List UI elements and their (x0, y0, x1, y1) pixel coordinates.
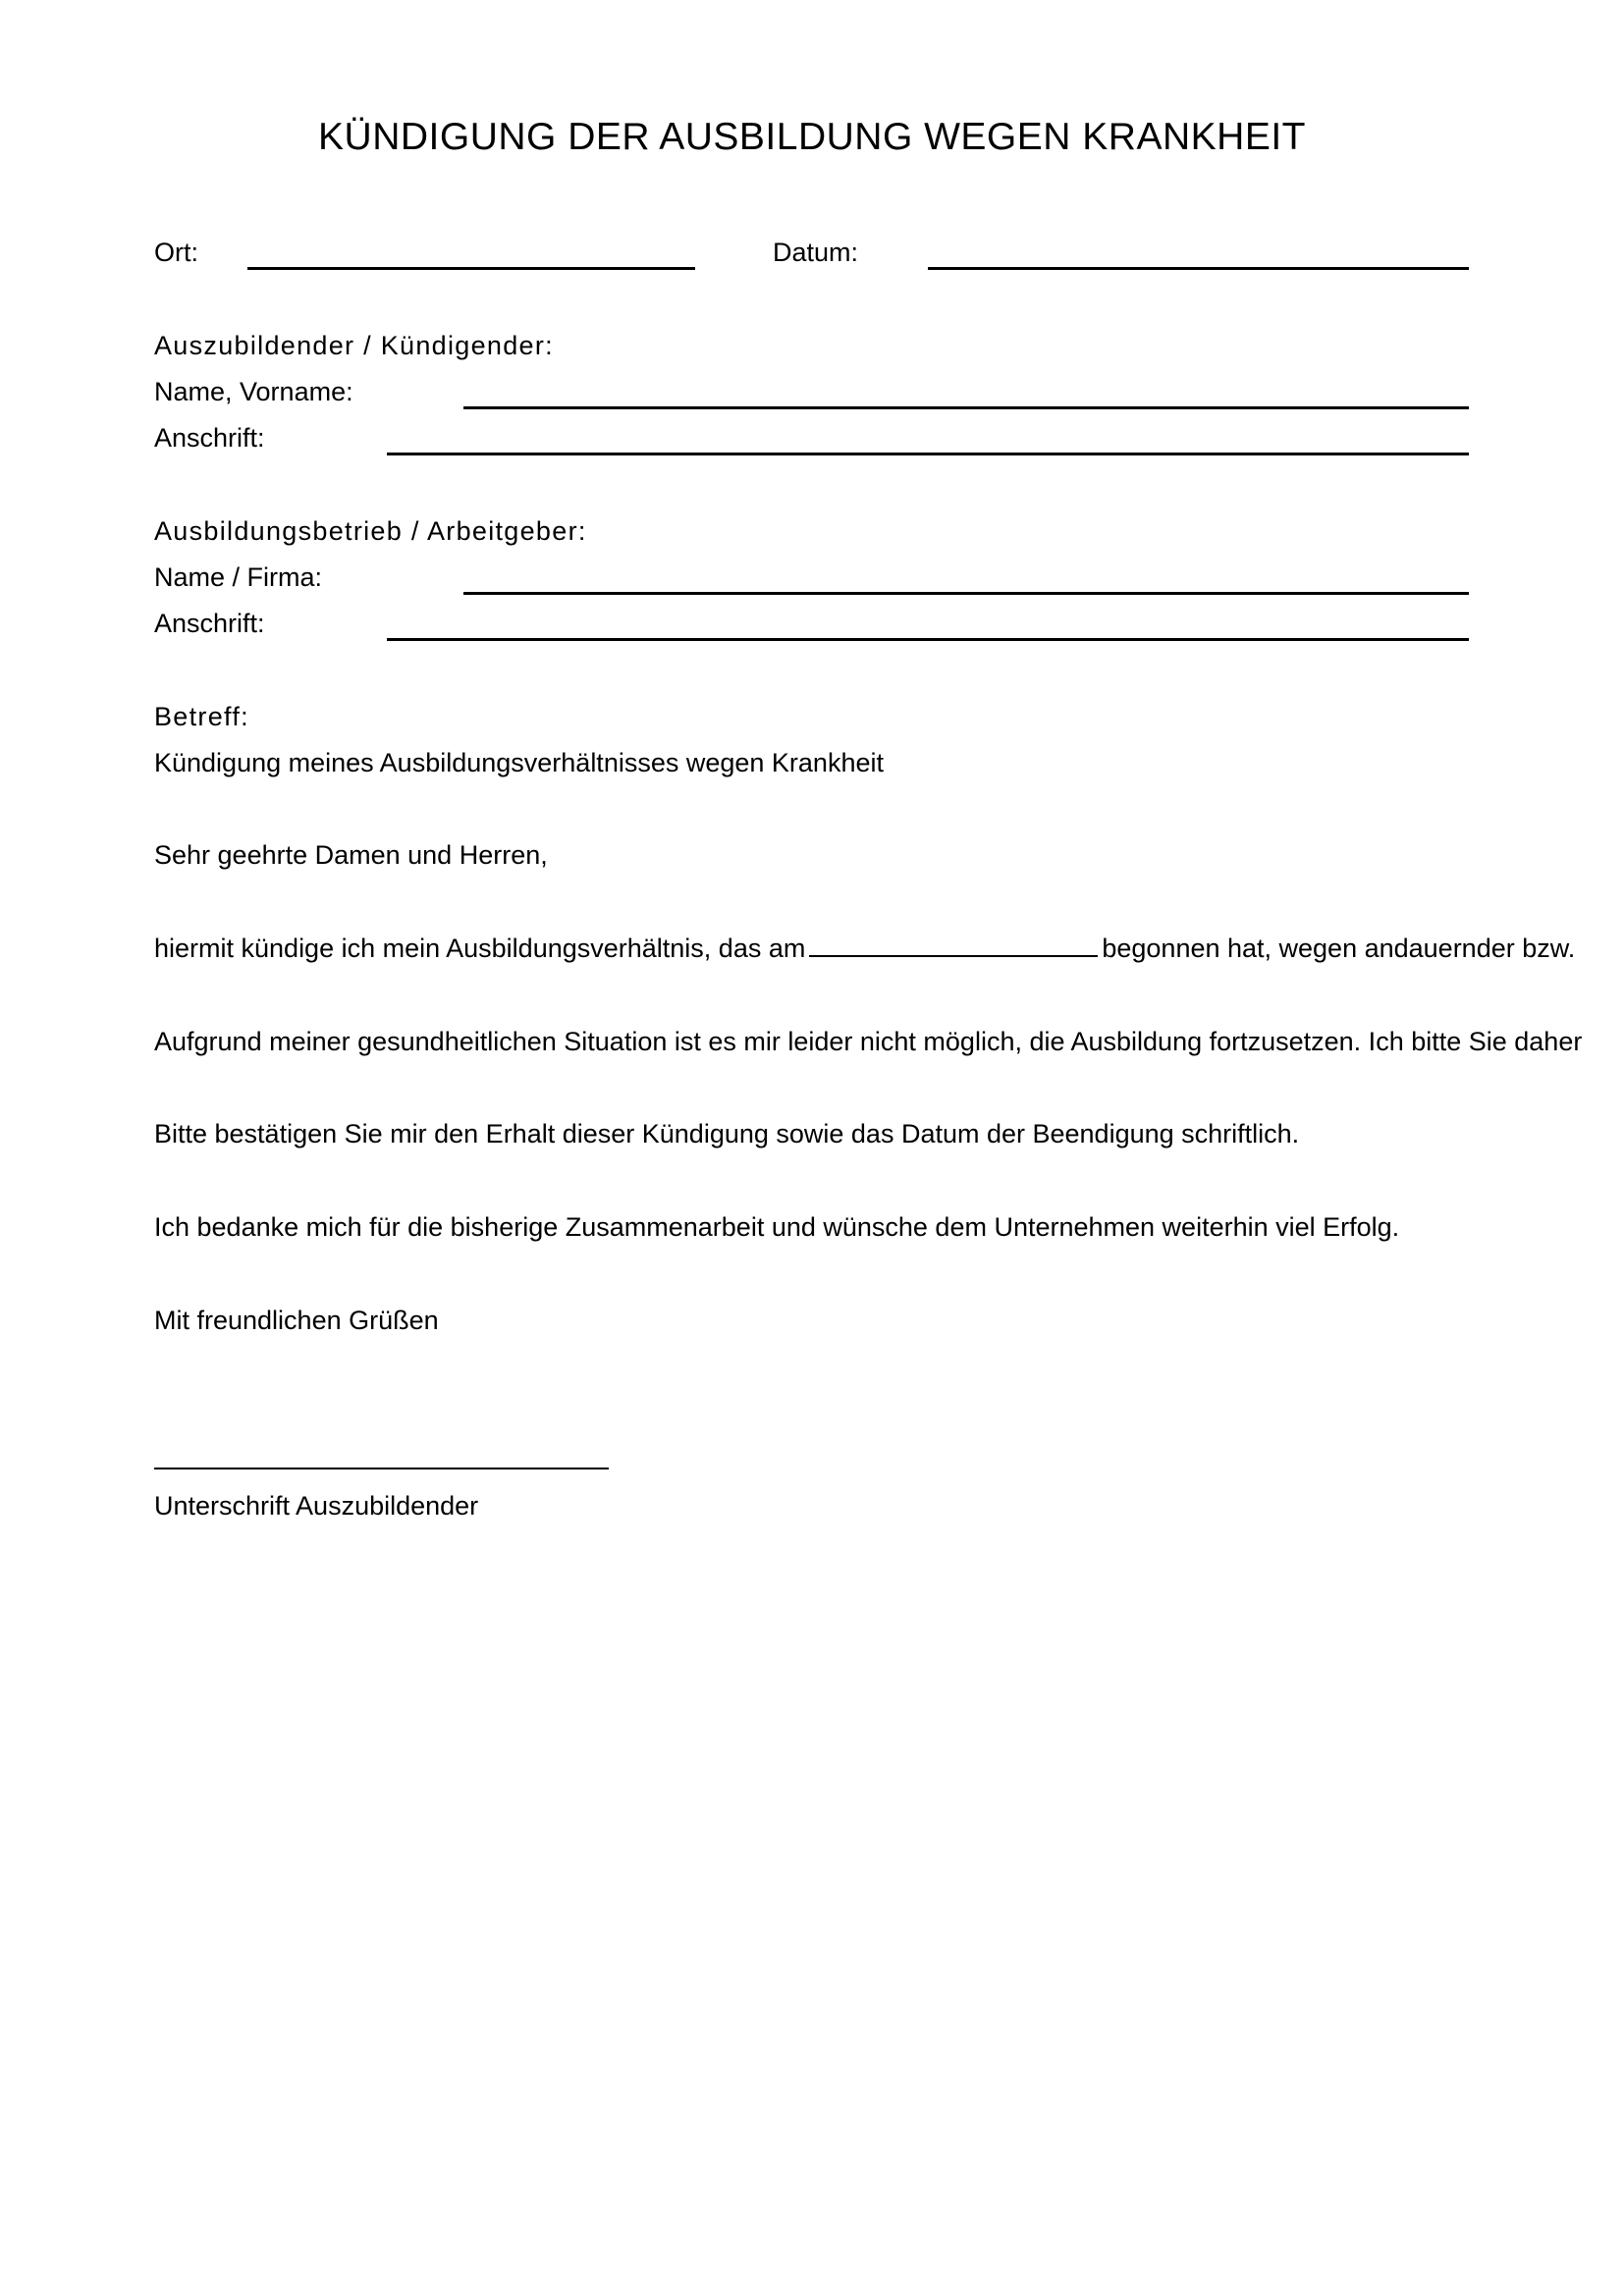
trainee-address-label: Anschrift: (154, 423, 265, 453)
salutation: Sehr geehrte Damen und Herren, (154, 840, 548, 870)
place-field-line[interactable] (247, 267, 695, 270)
paragraph-4: Ich bedanke mich für die bisherige Zusammenarbeit und wünsche dem Unternehmen weiterhin viel Erfolg. (154, 1212, 1400, 1242)
paragraph-1-start: hiermit kündige ich mein Ausbildungsverhältnis, das am (154, 934, 806, 963)
trainee-name-field-line[interactable] (463, 406, 1469, 409)
employer-address-label: Anschrift: (154, 609, 265, 638)
signature-line[interactable] (154, 1468, 609, 1469)
paragraph-1 (154, 933, 1624, 964)
paragraph-2: Aufgrund meiner gesundheitlichen Situation ist es mir leider nicht möglich, die Ausbildung fortzusetzen. Ich bitte Sie daher (154, 1027, 1583, 1056)
closing: Mit freundlichen Grüßen (154, 1306, 439, 1335)
document-title: KÜNDIGUNG DER AUSBILDUNG WEGEN KRANKHEIT (318, 116, 1306, 158)
subject-text: Kündigung meines Ausbildungsverhältnisses wegen Krankheit (154, 748, 884, 777)
signature-label: Unterschrift Auszubildender (154, 1491, 479, 1521)
employer-name-label: Name / Firma: (154, 562, 323, 592)
date-label: Datum: (773, 238, 859, 267)
subject-label: Betreff: (154, 702, 249, 731)
employer-heading: Ausbildungsbetrieb / Arbeitgeber: (154, 516, 587, 546)
place-label: Ort: (154, 238, 198, 267)
trainee-address-field-line[interactable] (387, 453, 1469, 455)
trainee-name-label: Name, Vorname: (154, 377, 353, 406)
paragraph-1-end: begonnen hat, wegen andauernder bzw. (1102, 934, 1576, 963)
date-field-line[interactable] (928, 267, 1469, 270)
employer-address-field-line[interactable] (387, 638, 1469, 641)
trainee-heading: Auszubildender / Kündigender: (154, 331, 554, 360)
start-date-blank[interactable] (809, 934, 1098, 957)
paragraph-3: Bitte bestätigen Sie mir den Erhalt dieser Kündigung sowie das Datum der Beendigung schriftlich. (154, 1119, 1300, 1148)
employer-name-field-line[interactable] (463, 592, 1469, 595)
